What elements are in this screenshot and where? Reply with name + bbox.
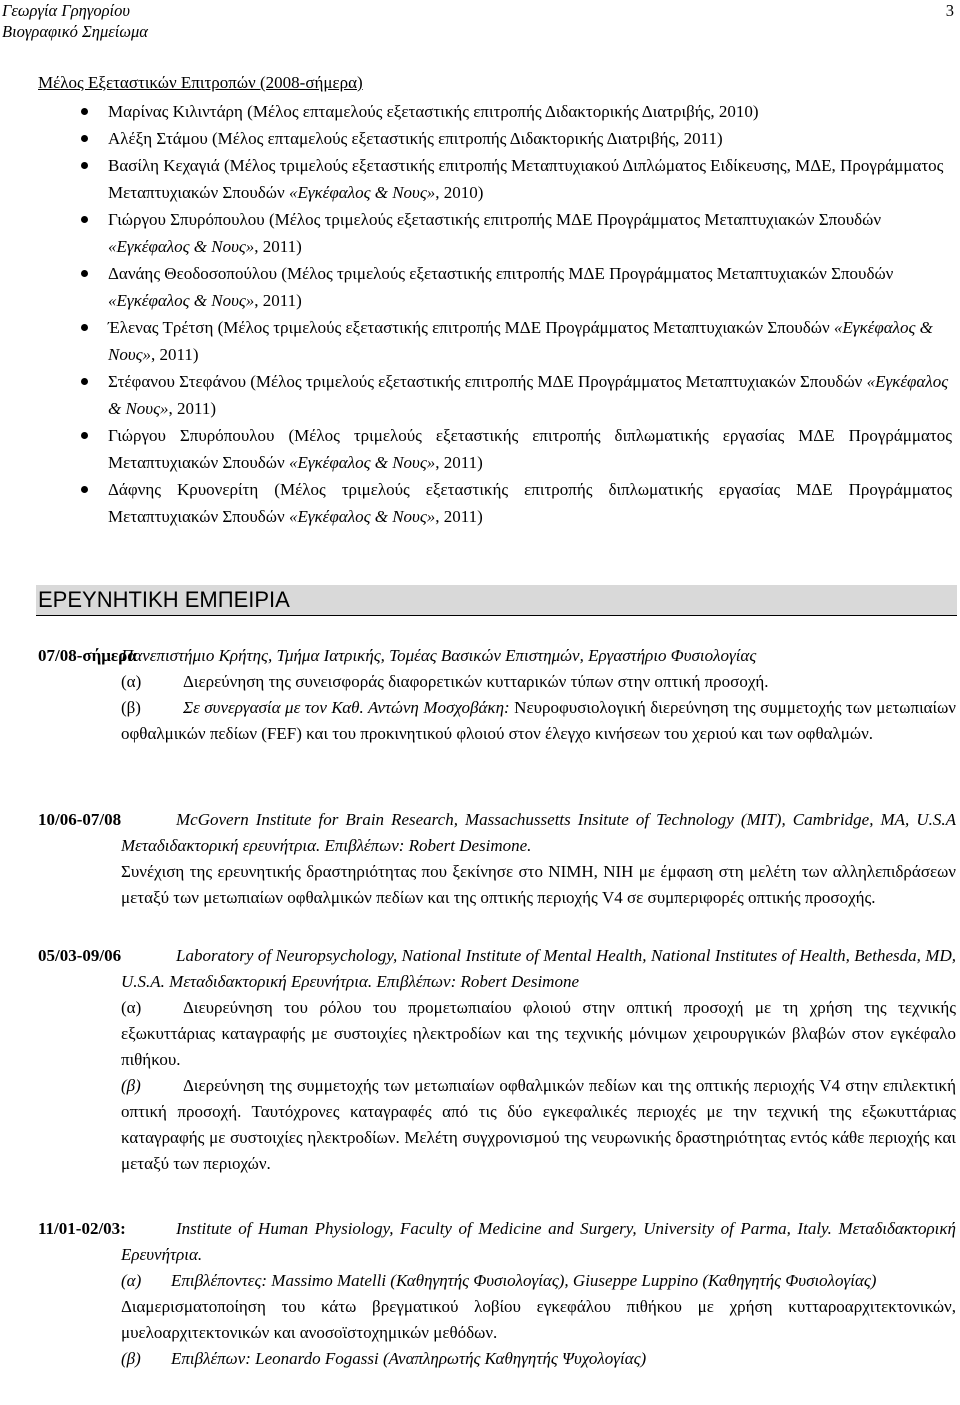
committees-title: Μέλος Εξεταστικών Επιτροπών (2008-σήμερα) [38,73,363,92]
entry-item-b: (β) Διερεύνηση της συμμετοχής των μετωπιαίων οφθαλμικών πεδίων και της οπτικής περιοχής V4 στην επιλεκτική οπτική προσοχή. Ταυτόχρονες καταγραφές από τις δύο εγκεφαλικές περιοχές με την τεχνική της εξωκυττάριας καταγραφής με συστοιχίες ηλεκτροδίων. Μελέτη συγχρονισμού της νευρωνικής δραστηριότητας εντός κάθε περιοχής και μεταξύ των περιοχών. [121,1076,956,1173]
header-doc-type: Βιογραφικό Σημείωμα [2,22,148,41]
entry-institution: Institute of Human Physiology, Faculty of Medicine and Surgery, University of Parma, Italy. Μεταδιδακτορική Ερευνήτρια. [121,1219,956,1264]
entry-date: 05/03-09/06 [38,946,122,965]
committee-item: Γιώργου Σπυρόπουλου (Μέλος τριμελούς εξεταστικής επιτροπής ΜΔΕ Προγράμματος Μεταπτυχιακών Σπουδών «Εγκέφαλος & Νους», 2011) [108,206,952,260]
entry-item-a-description: Διαμερισματοποίηση του κάτω βρεγματικού λοβίου εγκεφάλου πιθήκου με χρήση κυτταροαρχιτεκτονικών, μυελοαρχιτεκτονικών και ανοσοϊστοχημικών μεθόδων. [121,1297,956,1342]
entry-institution: Πανεπιστήμιο Κρήτης, Τμήμα Ιατρικής, Τομέας Βασικών Επιστημών, Εργαστήριο Φυσιολογίας [121,646,757,665]
header-author: Γεωργία Γρηγορίου [2,1,130,20]
committees-list [108,98,952,530]
section-heading-research [36,585,957,616]
committee-item: Γιώργου Σπυρόπουλου (Μέλος τριμελούς εξεταστικής επιτροπής διπλωματικής εργασίας ΜΔΕ Προγράμματος Μεταπτυχιακών Σπουδών «Εγκέφαλος & Νους», 2011) [108,422,952,476]
research-entry [38,1216,956,1372]
entry-institution: Laboratory of Neuropsychology, National Institute of Mental Health, National Institutes of Health, Bethesda, MD, U.S.A. Μεταδιδακτορική Ερευνήτρια. Επιβλέπων: Robert Desimone [121,946,956,991]
entry-institution: McGovern Institute for Brain Research, Massachussetts Insitute of Technology (MIT), Cambridge, MA, U.S.A Μεταδιδακτορική ερευνήτρια. Επιβλέπων: Robert Desimone. [121,810,956,855]
committee-item: Δανάης Θεοδοσοπούλου (Μέλος τριμελούς εξεταστικής επιτροπής ΜΔΕ Προγράμματος Μεταπτυχιακών Σπουδών «Εγκέφαλος & Νους», 2011) [108,260,952,314]
entry-item-a: (α) Επιβλέποντες: Massimo Matelli (Καθηγητής Φυσιολογίας), Giuseppe Luppino (Καθηγητής Φυσιολογίας) [121,1271,877,1290]
committee-item: Έλενας Τρέτση (Μέλος τριμελούς εξεταστικής επιτροπής ΜΔΕ Προγράμματος Μεταπτυχιακών Σπουδών «Εγκέφαλος & Νους», 2011) [108,314,952,368]
committee-item: Μαρίνας Κιλιντάρη (Μέλος επταμελούς εξεταστικής επιτροπής Διδακτορικής Διατριβής, 2010) [108,98,952,125]
research-entry [38,943,956,1177]
committee-item: Στέφανου Στεφάνου (Μέλος τριμελούς εξεταστικής επιτροπής ΜΔΕ Προγράμματος Μεταπτυχιακών Σπουδών «Εγκέφαλος & Νους», 2011) [108,368,952,422]
committee-item: Δάφνης Κρυονερίτη (Μέλος τριμελούς εξεταστικής επιτροπής διπλωματικής εργασίας ΜΔΕ Προγράμματος Μεταπτυχιακών Σπουδών «Εγκέφαλος & Νους», 2011) [108,476,952,530]
entry-item-a: (α) Διερεύνηση της συνεισφοράς διαφορετικών κυτταρικών τύπων στην οπτική προσοχή. [121,672,769,691]
entry-date: 07/08-σήμερα [38,646,137,665]
section-heading-text: ΕΡΕΥΝΗΤΙΚΗ ΕΜΠΕΙΡΙΑ [38,587,290,612]
entry-date: 10/06-07/08 [38,810,122,829]
page-number: 3 [945,1,954,20]
committee-item: Αλέξη Στάμου (Μέλος επταμελούς εξεταστικής επιτροπής Διδακτορικής Διατριβής, 2011) [108,125,952,152]
research-entry [38,643,956,747]
research-entry [38,807,956,911]
entry-item-a: (α) Διευρεύνηση του ρόλου του προμετωπιαίου φλοιού στην οπτική προσοχή με τη χρήση της τεχνικής εξωκυττάριας καταγραφής με συστοιχίες ηλεκτροδίων και της τεχνικής μόνιμων χειρουργικών βλαβών στον εγκέφαλο πιθήκου. [121,998,956,1069]
entry-description: Συνέχιση της ερευνητικής δραστηριότητας που ξεκίνησε στο NIMH, NIH με έμφαση στη μελέτη των αλληλεπιδράσεων μεταξύ των μετωπιαίων οφθαλμικών πεδίων και της οπτικής περιοχής V4 σε συμπεριφορές οπτικής προσοχής. [121,862,956,907]
entry-item-b: (β) Επιβλέπων: Leonardo Fogassi (Αναπληρωτής Καθηγητής Ψυχολογίας) [121,1349,647,1368]
committee-item: Βασίλη Κεχαγιά (Μέλος τριμελούς εξεταστικής επιτροπής Μεταπτυχιακού Διπλώματος Ειδίκευσης, ΜΔΕ, Προγράμματος Μεταπτυχιακών Σπουδών «Εγκέφαλος & Νους», 2010) [108,152,952,206]
running-header [2,0,148,42]
entry-item-b: (β) Σε συνεργασία με τον Καθ. Αντώνη Μοσχοβάκη: Νευροφυσιολογική διερεύνηση της συμμετοχής των μετωπιαίων οφθαλμικών πεδίων (FEF) και του προκινητικού φλοιού στον έλεγχο κινήσεων του χεριού και των οφθαλμών. [121,698,956,743]
entry-date: 11/01-02/03: [38,1219,126,1238]
